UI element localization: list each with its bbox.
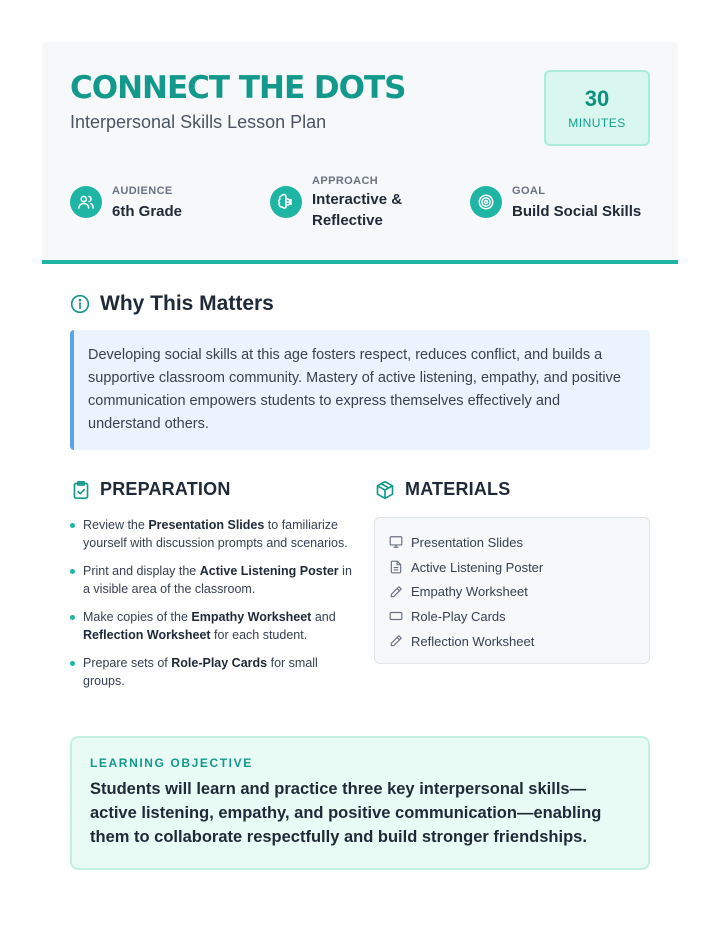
duration-unit: MINUTES bbox=[568, 116, 626, 130]
clipboard-check-icon bbox=[72, 480, 90, 500]
approach-label: APPROACH bbox=[312, 175, 379, 187]
document-icon bbox=[389, 560, 411, 574]
audience-value: 6th Grade bbox=[112, 203, 183, 220]
box-icon bbox=[375, 480, 395, 500]
preparation-list bbox=[70, 516, 360, 700]
pencil-icon bbox=[389, 585, 411, 599]
list-item: Prepare sets of Role-Play Cards for small groups. bbox=[70, 654, 360, 690]
objective-label: LEARNING OBJECTIVE bbox=[90, 756, 253, 770]
lesson-header bbox=[42, 42, 678, 264]
approach-value-line2: Reflective bbox=[312, 212, 383, 229]
why-callout bbox=[70, 330, 650, 450]
list-item: Active Listening Poster bbox=[389, 555, 649, 580]
preparation-section-title bbox=[72, 479, 231, 500]
list-item: Reflection Worksheet bbox=[389, 629, 649, 654]
users-icon bbox=[70, 186, 102, 218]
target-icon bbox=[470, 186, 502, 218]
why-text: Developing social skills at this age fosters respect, reduces conflict, and builds a supportive classroom community. Mastery of active listening, empathy, and positive communication empowers students to express themselves effectively and understand others. bbox=[88, 347, 621, 432]
goal-value: Build Social Skills bbox=[512, 203, 642, 220]
list-item: Presentation Slides bbox=[389, 530, 649, 555]
list-item: Role-Play Cards bbox=[389, 604, 649, 629]
list-item: Review the Presentation Slides to familiarize yourself with discussion prompts and scenarios. bbox=[70, 516, 360, 552]
pencil-icon bbox=[389, 634, 411, 648]
why-section-title bbox=[70, 292, 274, 316]
list-item: Print and display the Active Listening Poster in a visible area of the classroom. bbox=[70, 562, 360, 598]
duration-badge bbox=[544, 70, 650, 146]
why-title-text: Why This Matters bbox=[100, 292, 274, 315]
materials-title-text: MATERIALS bbox=[405, 479, 511, 499]
audience-label: AUDIENCE bbox=[112, 185, 173, 197]
list-item: Empathy Worksheet bbox=[389, 579, 649, 604]
info-icon bbox=[70, 294, 90, 314]
card-icon bbox=[389, 609, 411, 623]
page-title: CONNECT THE DOTS bbox=[70, 70, 406, 106]
materials-section-title bbox=[375, 479, 510, 500]
monitor-icon bbox=[389, 535, 411, 549]
list-item: Make copies of the Empathy Worksheet and Reflection Worksheet for each student. bbox=[70, 608, 360, 644]
page-subtitle: Interpersonal Skills Lesson Plan bbox=[70, 112, 327, 132]
objective-text: Students will learn and practice three key interpersonal skills—active listening, empathy, and positive communication—enabling them to collaborate respectfully and build stronger friendships. bbox=[90, 780, 602, 846]
preparation-title-text: PREPARATION bbox=[100, 479, 231, 499]
goal-label: GOAL bbox=[512, 185, 546, 197]
approach-value-line1: Interactive & bbox=[312, 191, 403, 208]
duration-value: 30 bbox=[584, 86, 610, 111]
learning-objective-card bbox=[70, 736, 650, 870]
brain-icon bbox=[270, 186, 302, 218]
materials-list bbox=[374, 517, 650, 664]
